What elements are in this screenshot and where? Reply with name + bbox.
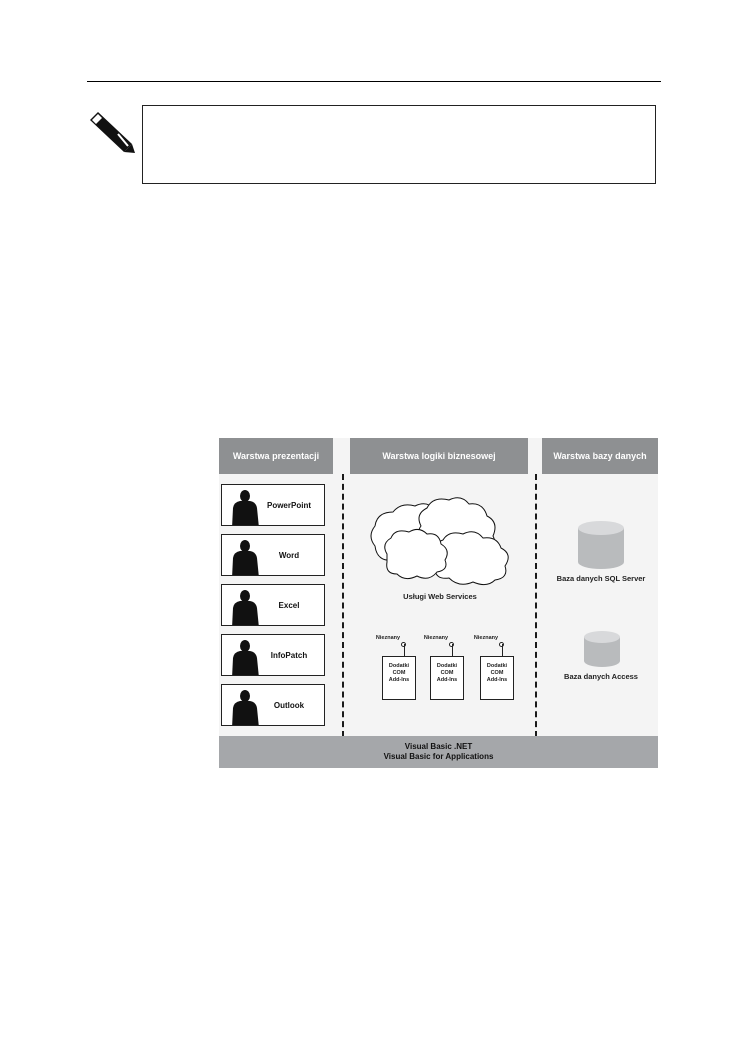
addin-unknown-label: Nieznany — [473, 635, 499, 641]
addin-box — [480, 656, 514, 700]
com-addin — [473, 635, 516, 705]
app-label: InfoPatch — [270, 650, 308, 660]
person-silhouette-icon — [228, 588, 262, 626]
app-label: Word — [278, 550, 300, 560]
com-addin — [423, 635, 466, 705]
platform-band — [219, 736, 658, 768]
addin-line: COM — [490, 670, 504, 676]
app-label: Outlook — [273, 700, 305, 710]
header-business-logic-layer: Warstwa logiki biznesowej — [350, 438, 528, 474]
cloud-icon — [365, 496, 515, 588]
platform-line: Visual Basic .NET — [404, 742, 473, 751]
web-services-label: Usługi Web Services — [403, 592, 477, 601]
layer-separator — [535, 474, 537, 737]
connector-line — [404, 644, 405, 656]
note-box — [142, 105, 656, 184]
header-presentation-layer: Warstwa prezentacji — [219, 438, 333, 474]
addin-line: Add-Ins — [486, 677, 508, 683]
architecture-diagram — [219, 438, 658, 768]
person-silhouette-icon — [228, 638, 262, 676]
addin-line: Dodatki — [436, 663, 458, 669]
person-silhouette-icon — [228, 688, 262, 726]
app-label: PowerPoint — [266, 500, 311, 510]
addin-box — [430, 656, 464, 700]
addin-line: Dodatki — [486, 663, 508, 669]
addin-line: Dodatki — [388, 663, 410, 669]
app-outlook — [221, 684, 325, 726]
platform-line: Visual Basic for Applications — [383, 752, 494, 761]
pencil-icon — [88, 110, 136, 154]
top-rule — [87, 81, 661, 82]
person-silhouette-icon — [228, 538, 262, 576]
database-icon — [583, 630, 621, 668]
database-icon — [577, 520, 625, 570]
addin-box — [382, 656, 416, 700]
addin-line: COM — [392, 670, 406, 676]
connector-line — [452, 644, 453, 656]
header-database-layer: Warstwa bazy danych — [542, 438, 658, 474]
com-addin — [375, 635, 418, 705]
addin-unknown-label: Nieznany — [423, 635, 449, 641]
app-powerpoint — [221, 484, 325, 526]
addin-line: COM — [440, 670, 454, 676]
addin-line: Add-Ins — [436, 677, 458, 683]
addin-unknown-label: Nieznany — [375, 635, 401, 641]
layer-separator — [342, 474, 344, 737]
app-infopatch — [221, 634, 325, 676]
addin-line: Add-Ins — [388, 677, 410, 683]
connector-line — [502, 644, 503, 656]
person-silhouette-icon — [228, 488, 262, 526]
app-word — [221, 534, 325, 576]
app-label: Excel — [278, 600, 300, 610]
database-label: Baza danych Access — [564, 672, 638, 681]
app-excel — [221, 584, 325, 626]
database-label: Baza danych SQL Server — [556, 574, 646, 583]
